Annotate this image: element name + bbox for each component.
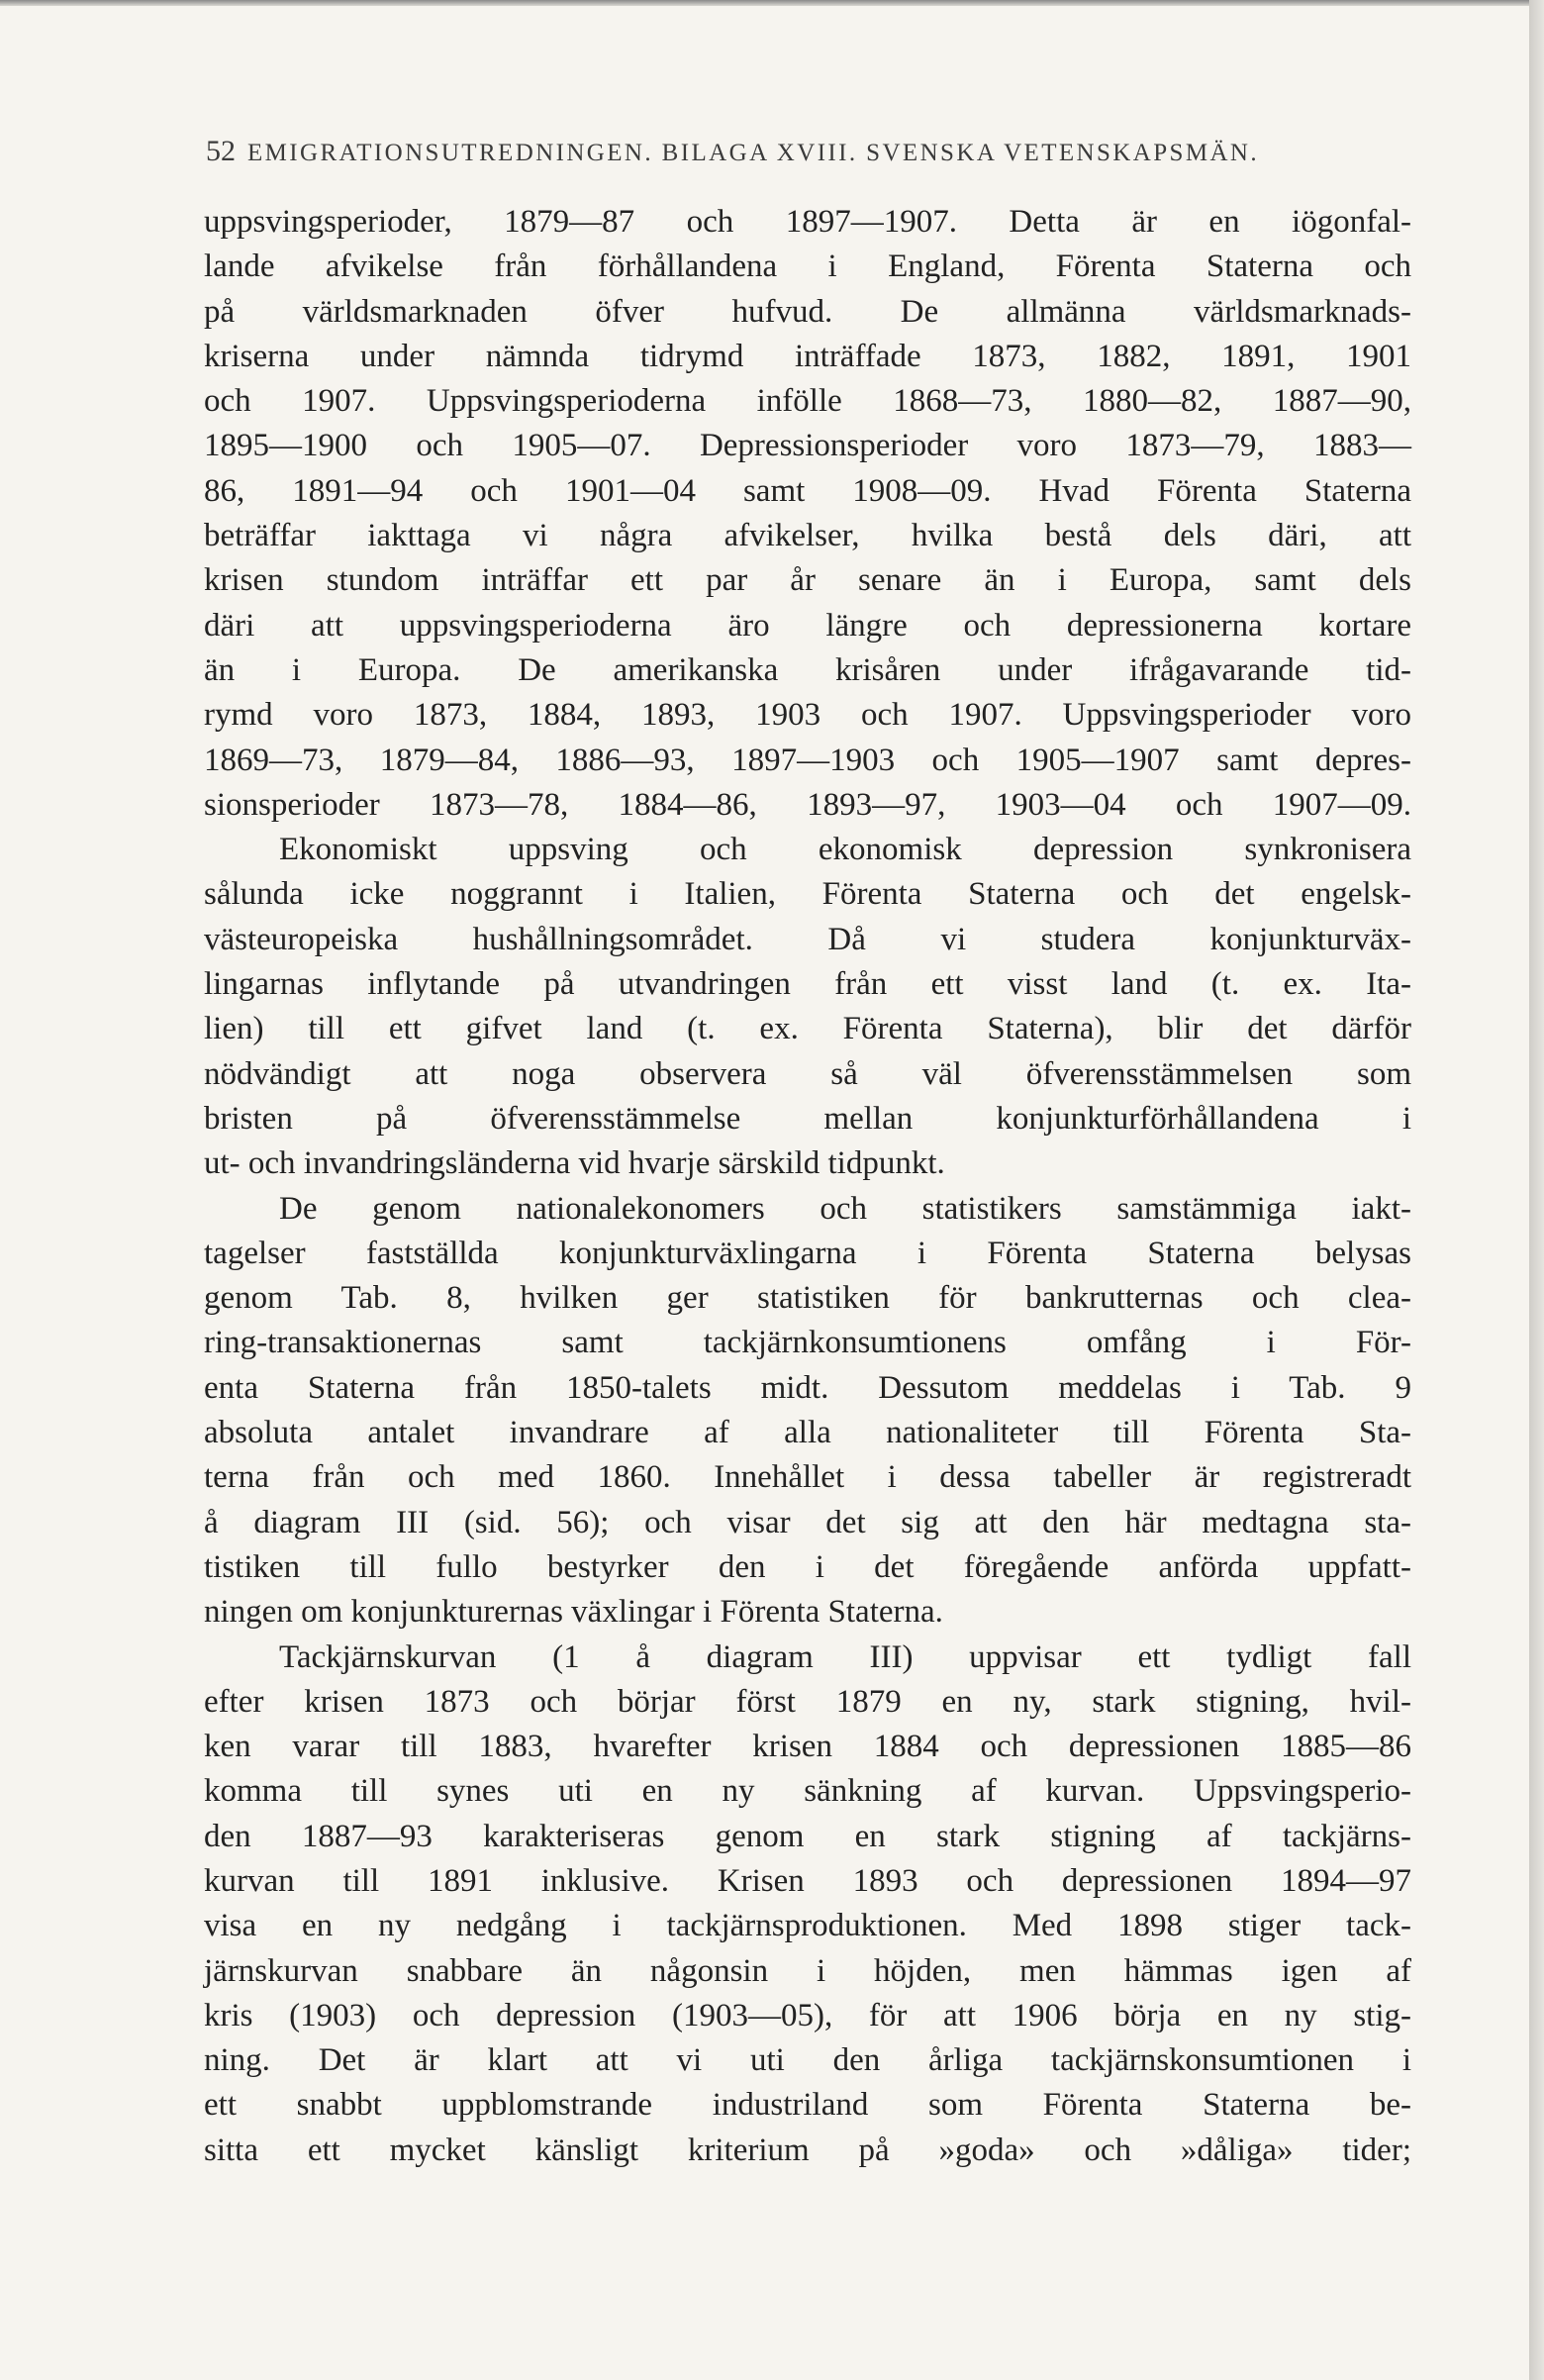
text-line: västeuropeiska hushållningsområdet. Då vi studera konjunkturväx-: [204, 921, 1411, 957]
page-edge: [1529, 0, 1544, 2380]
page-number: 52: [206, 135, 236, 167]
text-line: krisen stundom inträffar ett par år senare än i Europa, samt dels: [204, 562, 1411, 599]
text-line: sionsperioder 1873—78, 1884—86, 1893—97, 1903—04 och 1907—09.: [204, 786, 1411, 823]
text-line: Ekonomiskt uppsving och ekonomisk depression synkronisera: [279, 832, 1411, 868]
text-line: kurvan till 1891 inklusive. Krisen 1893 och depressionen 1894—97: [204, 1862, 1411, 1899]
running-header: [206, 135, 1405, 168]
text-line: och 1907. Uppsvingsperioderna infölle 1868—73, 1880—82, 1887—90,: [204, 383, 1411, 420]
text-line: Tackjärnskurvan (1 å diagram III) uppvisar ett tydligt fall: [279, 1638, 1411, 1675]
text-line: ning. Det är klart att vi uti den årliga tackjärnskonsumtionen i: [204, 2042, 1411, 2079]
text-line: nödvändigt att noga observera så väl öfverensstämmelsen som: [204, 1055, 1411, 1092]
text-line: terna från och med 1860. Innehållet i dessa tabeller är registreradt: [204, 1459, 1411, 1496]
text-line: tagelser fastställda konjunkturväxlingarna i Förenta Staterna belysas: [204, 1235, 1411, 1271]
text-line: ut- och invandringsländerna vid hvarje särskild tidpunkt.: [204, 1145, 945, 1182]
text-line: rymd voro 1873, 1884, 1893, 1903 och 1907. Uppsvingsperioder voro: [204, 697, 1411, 734]
text-line: 1895—1900 och 1905—07. Depressionsperioder voro 1873—79, 1883—: [204, 428, 1411, 464]
text-line: uppsvingsperioder, 1879—87 och 1897—1907. Detta är en iögonfal-: [204, 204, 1411, 240]
text-line: än i Europa. De amerikanska krisåren under ifrågavarande tid-: [204, 651, 1411, 688]
text-line: bristen på öfverensstämmelse mellan konjunkturförhållandena i: [204, 1100, 1411, 1137]
text-line: ett snabbt uppblomstrande industriland som Förenta Staterna be-: [204, 2087, 1411, 2124]
text-line: på världsmarknaden öfver hufvud. De allmänna världsmarknads-: [204, 293, 1411, 330]
text-line: genom Tab. 8, hvilken ger statistiken för bankrutternas och clea-: [204, 1280, 1411, 1317]
text-line: lien) till ett gifvet land (t. ex. Förenta Staterna), blir det därför: [204, 1011, 1411, 1047]
text-line: sitta ett mycket känsligt kriterium på »goda» och »dåliga» tider;: [204, 2132, 1411, 2168]
top-edge-shadow: [0, 0, 1529, 6]
text-line: å diagram III (sid. 56); och visar det sig att den här medtagna sta-: [204, 1504, 1411, 1540]
text-line: ken varar till 1883, hvarefter krisen 1884 och depressionen 1885—86: [204, 1729, 1411, 1765]
text-line: tistiken till fullo bestyrker den i det föregående anförda uppfatt-: [204, 1548, 1411, 1585]
text-line: 1869—73, 1879—84, 1886—93, 1897—1903 och 1905—1907 samt depres-: [204, 742, 1411, 778]
text-line: lingarnas inflytande på utvandringen från ett visst land (t. ex. Ita-: [204, 966, 1411, 1003]
text-line: enta Staterna från 1850-talets midt. Dessutom meddelas i Tab. 9: [204, 1369, 1411, 1406]
text-line: 86, 1891—94 och 1901—04 samt 1908—09. Hvad Förenta Staterna: [204, 472, 1411, 509]
text-line: järnskurvan snabbare än någonsin i höjden, men hämmas igen af: [204, 1952, 1411, 1989]
text-line: beträffar iakttaga vi några afvikelser, hvilka bestå dels däri, att: [204, 518, 1411, 554]
text-line: däri att uppsvingsperioderna äro längre och depressionerna kortare: [204, 607, 1411, 644]
body-text: [204, 200, 1411, 2173]
text-line: visa en ny nedgång i tackjärnsproduktionen. Med 1898 stiger tack-: [204, 1908, 1411, 1944]
text-line: kriserna under nämnda tidrymd inträffade 1873, 1882, 1891, 1901: [204, 338, 1411, 374]
text-line: efter krisen 1873 och börjar först 1879 en ny, stark stigning, hvil-: [204, 1683, 1411, 1720]
text-line: ningen om konjunkturernas växlingar i Förenta Staterna.: [204, 1594, 943, 1631]
text-line: komma till synes uti en ny sänkning af kurvan. Uppsvingsperio-: [204, 1773, 1411, 1810]
text-line: De genom nationalekonomers och statistikers samstämmiga iakt-: [279, 1190, 1411, 1227]
text-line: sålunda icke noggrannt i Italien, Förenta Staterna och det engelsk-: [204, 876, 1411, 913]
running-title: EMIGRATIONSUTREDNINGEN. BILAGA XVIII. SVENSKA VETENSKAPSMÄN.: [247, 140, 1260, 166]
text-line: den 1887—93 karakteriseras genom en stark stigning af tackjärns-: [204, 1818, 1411, 1854]
text-line: absoluta antalet invandrare af alla nationaliteter till Förenta Sta-: [204, 1415, 1411, 1451]
text-line: kris (1903) och depression (1903—05), för att 1906 börja en ny stig-: [204, 1997, 1411, 2033]
text-line: lande afvikelse från förhållandena i England, Förenta Staterna och: [204, 248, 1411, 285]
text-line: ring-transaktionernas samt tackjärnkonsumtionens omfång i För-: [204, 1325, 1411, 1361]
